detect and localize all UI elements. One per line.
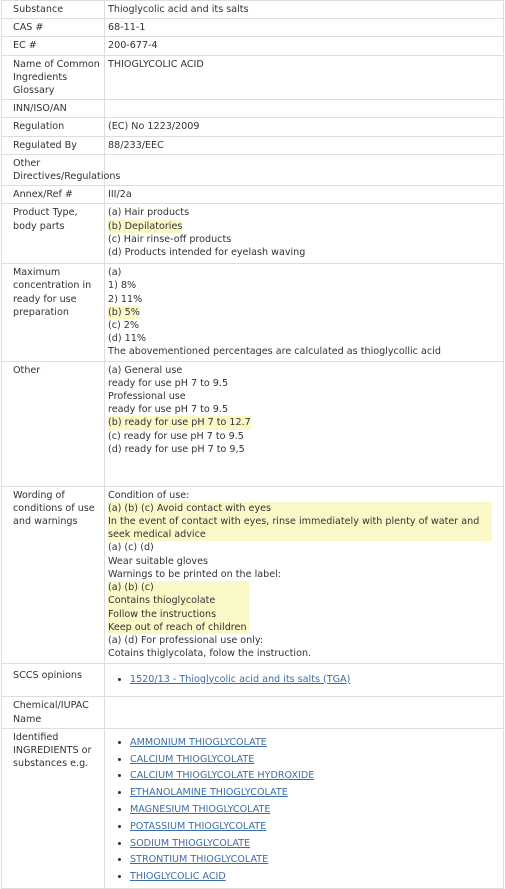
list-item: [130, 802, 500, 819]
label-other: Other: [2, 361, 105, 486]
value-substance: Thioglycolic acid and its salts: [105, 1, 504, 19]
row-max-concentration: [2, 264, 504, 361]
wording-line: Follow the instructions: [108, 608, 217, 620]
product-type-line: (b) Depilatories: [108, 220, 183, 232]
row-chemical: [2, 697, 504, 728]
value-regulated-by: 88/233/EEC: [105, 136, 504, 154]
label-product-type: Product Type, body parts: [2, 204, 105, 264]
wording-line: Keep out of reach of children: [108, 621, 247, 633]
label-wording: Wording of conditions of use and warnings: [2, 486, 105, 663]
ingredient-link[interactable]: POTASSIUM THIOGLYCOLATE: [130, 820, 267, 832]
label-cas: CAS #: [2, 19, 105, 37]
label-glossary: Name of Common Ingredients Glossary: [2, 55, 105, 100]
wording-line: Warnings to be printed on the label:: [108, 568, 282, 580]
row-product-type: [2, 204, 504, 264]
value-ec: 200-677-4: [105, 37, 504, 55]
ingredient-link[interactable]: STRONTIUM THIOGLYCOLATE: [130, 854, 269, 866]
max-conc-line: (c) 2%: [108, 320, 140, 332]
label-sccs: SCCS opinions: [2, 663, 105, 697]
value-glossary: THIOGLYCOLIC ACID: [105, 55, 504, 100]
row-annex: [2, 186, 504, 204]
max-conc-line: 1) 8%: [108, 280, 137, 292]
row-inn: [2, 100, 504, 118]
wording-line: (a) (b) (c): [108, 582, 154, 594]
list-item: [130, 819, 500, 836]
other-line: (a) General use: [108, 364, 183, 376]
list-item: [130, 869, 500, 886]
ingredient-link[interactable]: AMMONIUM THIOGLYCOLATE: [130, 736, 267, 748]
label-other-directives: Other Directives/Regulations: [2, 154, 105, 185]
identified-ingredients-list: [108, 735, 500, 886]
row-other: [2, 361, 504, 486]
row-regulation: [2, 118, 504, 136]
row-cas: [2, 19, 504, 37]
row-regulated-by: [2, 136, 504, 154]
product-type-line: (c) Hair rinse-off products: [108, 233, 232, 245]
ingredient-link[interactable]: MAGNESIUM THIOGLYCOLATE: [130, 804, 271, 816]
row-other-directives: [2, 154, 504, 185]
product-type-line: (a) Hair products: [108, 207, 190, 219]
ingredient-link[interactable]: CALCIUM THIOGLYCOLATE HYDROXIDE: [130, 770, 315, 782]
row-substance: [2, 1, 504, 19]
other-line: (c) ready for use pH 7 to 9.5: [108, 430, 244, 442]
other-line: (b) ready for use pH 7 to 12.7: [108, 417, 251, 429]
wording-line: Contains thioglycolate: [108, 595, 216, 607]
value-chemical: [105, 697, 504, 728]
label-inn: INN/ISO/AN: [2, 100, 105, 118]
value-max-concentration: [105, 264, 504, 361]
wording-line: In the event of contact with eyes, rinse immediately with plenty of water and seek medical advice: [108, 515, 492, 541]
ingredient-link[interactable]: SODIUM THIOGLYCOLATE: [130, 837, 251, 849]
ingredient-link[interactable]: ETHANOLAMINE THIOGLYCOLATE: [130, 787, 288, 799]
other-line: ready for use pH 7 to 9.5: [108, 377, 229, 389]
list-item: [130, 752, 500, 769]
label-annex: Annex/Ref #: [2, 186, 105, 204]
label-ec: EC #: [2, 37, 105, 55]
label-max-concentration: Maximum concentration in ready for use preparation: [2, 264, 105, 361]
other-line: Professional use: [108, 391, 186, 403]
other-line: (d) ready for use pH 7 to 9,5: [108, 443, 245, 455]
list-item: [130, 768, 500, 785]
ingredient-link[interactable]: CALCIUM THIOGLYCOLATE: [130, 753, 255, 765]
substance-info-table: [1, 0, 504, 889]
max-conc-line: 2) 11%: [108, 293, 143, 305]
wording-line: Cotains thiglycolata, folow the instruction.: [108, 648, 312, 660]
value-product-type: [105, 204, 504, 264]
sccs-opinions-list: [108, 666, 500, 695]
max-conc-line: (a): [108, 267, 122, 279]
max-conc-line: (b) 5%: [108, 306, 140, 318]
label-substance: Substance: [2, 1, 105, 19]
label-identified: Identified INGREDIENTS or substances e.g.: [2, 728, 105, 888]
list-item: [130, 852, 500, 869]
ingredient-link[interactable]: THIOGLYCOLIC ACID: [130, 871, 226, 883]
list-item: [130, 672, 500, 689]
product-type-line: (d) Products intended for eyelash waving: [108, 247, 306, 259]
wording-line: (a) (d) For professional use only:: [108, 634, 264, 646]
value-sccs: [105, 663, 504, 697]
row-glossary: [2, 55, 504, 100]
value-wording: [105, 486, 504, 663]
row-identified: [2, 728, 504, 888]
max-conc-line: The abovementioned percentages are calculated as thioglycollic acid: [108, 346, 441, 358]
list-item: [130, 735, 500, 752]
row-wording: [2, 486, 504, 663]
max-conc-line: (d) 11%: [108, 333, 146, 345]
wording-line: Condition of use:: [108, 489, 190, 501]
sccs-opinion-link[interactable]: 1520/13 - Thioglycolic acid and its salts (TGA): [130, 673, 351, 685]
value-identified: [105, 728, 504, 888]
other-line: ready for use pH 7 to 9.5: [108, 404, 229, 416]
label-regulation: Regulation: [2, 118, 105, 136]
wording-line: (a) (c) (d): [108, 542, 154, 554]
value-regulation: (EC) No 1223/2009: [105, 118, 504, 136]
value-cas: 68-11-1: [105, 19, 504, 37]
row-ec: [2, 37, 504, 55]
row-sccs: [2, 663, 504, 697]
list-item: [130, 785, 500, 802]
value-inn: [105, 100, 504, 118]
wording-line: (a) (b) (c) Avoid contact with eyes: [108, 502, 272, 514]
value-annex: III/2a: [105, 186, 504, 204]
label-chemical: Chemical/IUPAC Name: [2, 697, 105, 728]
wording-line: Wear suitable gloves: [108, 555, 208, 567]
label-regulated-by: Regulated By: [2, 136, 105, 154]
value-other-directives: [105, 154, 504, 185]
value-other: [105, 361, 504, 486]
